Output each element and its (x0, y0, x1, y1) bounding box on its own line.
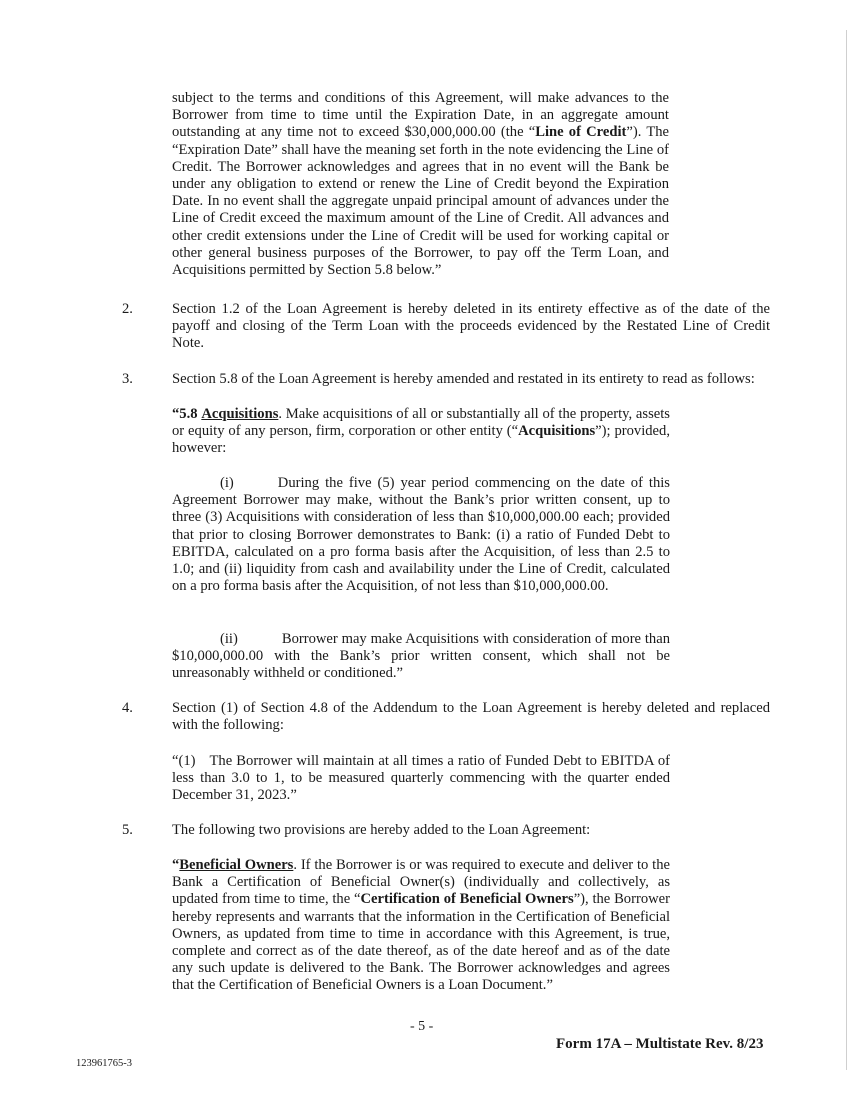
open-quote: “ (172, 857, 180, 873)
section-5-8-text-d: ”); provided, however: (172, 423, 670, 457)
certification-term: Certification of Beneficial Owners (360, 891, 574, 908)
item-4-text: Section (1) of Section 4.8 of the Addendum to the Loan Agreement is hereby deleted and replaced with the following: (172, 700, 770, 734)
intro-paragraph (172, 90, 669, 279)
page-number: - 5 - (410, 1019, 434, 1034)
beneficial-owners-text-f: ”), the Borrower hereby represents and warrants that the information in the Certification of Beneficial Owners, as updated from time to time in accordance with this Agreement, is true, complete and correct as of the date thereof, as of the date hereof and as of the date any such update is delivered to the Bank. The Borrower acknowledges and agrees that the Certification of Beneficial Owners is a Loan Document.” (172, 891, 671, 994)
sub-item-i (172, 475, 670, 595)
item-3-text: Section 5.8 of the Loan Agreement is hereby amended and restated in its entirety to read as follows: (172, 371, 755, 387)
document-id: 123961765-3 (76, 1058, 132, 1069)
page-edge-line (846, 30, 847, 1070)
item-2-number: 2. (122, 301, 133, 317)
item-5-text: The following two provisions are hereby added to the Loan Agreement: (172, 822, 591, 838)
sub-item-ii-text: Borrower may make Acquisitions with consideration of more than $10,000,000.00 with the Bank’s prior written consent, which shall not be unreasonably withheld or conditioned.” (172, 631, 670, 682)
sub-item-i-text: During the five (5) year period commencing on the date of this Agreement Borrower may make, without the Bank’s prior written consent, up to three (3) Acquisitions with consideration of less than $10,000,000.00 each; provided that prior to closing Borrower demonstrates to Bank: (i) a ratio of Funded Debt to EBITDA, calculated on a pro forma basis after the Acquisition, of less than 2.5 to 1.0; and (ii) liquidity from cash and availability under the Line of Credit, calculated on a pro forma basis after the Acquisition, of not less than $10,000,000.00. (172, 475, 670, 595)
item-5-number: 5. (122, 822, 133, 838)
covenant-label: “(1) (172, 753, 196, 769)
beneficial-owners-text-e: . If the Borrower is or was required to execute and deliver to the Bank a Certification of Beneficial Owner(s) (individually and collectively, as updated from time to time, the “ (172, 857, 670, 908)
intro-text-b: ”). The “Expiration Date” shall have the meaning set forth in the note evidencing the Line of Credit. The Borrower acknowledges and agrees that in no event will the Bank be under any obligation to extend or renew the Line of Credit beyond the Expiration Date. In no event shall the aggregate unpaid principal amount of advances under the Line of Credit exceed the maximum amount of the Line of Credit. All advances and other credit extensions under the Line of Credit will be used for working capital or other general business purposes of the Borrower, to pay off the Term Loan, and Acquisitions permitted by Section 5.8 below.” (172, 124, 670, 279)
sub-item-ii-label: (ii) (220, 631, 238, 647)
section-5-8-paragraph (172, 406, 670, 458)
section-5-8-text-c: . Make acquisitions of all or substantially all of the property, assets or equity of any person, firm, corporation or other entity (“ (172, 406, 670, 440)
line-of-credit-term: Line of Credit (535, 124, 627, 141)
sub-item-ii (172, 631, 670, 683)
covenant-text: The Borrower will maintain at all times a ratio of Funded Debt to EBITDA of less than 3.0 to 1, to be measured quarterly commencing with the quarter ended December 31, 2023.” (172, 753, 670, 804)
item-3-number: 3. (122, 371, 133, 387)
beneficial-owners-heading: Beneficial Owners (179, 857, 294, 873)
item-4-number: 4. (122, 700, 133, 716)
acquisitions-term: Acquisitions (518, 423, 596, 440)
section-5-8-number: “5.8 (172, 406, 198, 422)
form-label: Form 17A – Multistate Rev. 8/23 (556, 1036, 764, 1052)
sub-item-i-label: (i) (220, 475, 234, 491)
ebitda-covenant-quote (172, 753, 670, 805)
item-2-text: Section 1.2 of the Loan Agreement is hereby deleted in its entirety effective as of the date of the payoff and closing of the Term Loan with the proceeds evidenced by the Restated Line of Credit Note. (172, 301, 770, 352)
beneficial-owners-paragraph (172, 857, 670, 995)
intro-text-a: subject to the terms and conditions of this Agreement, will make advances to the Borrower from time to time until the Expiration Date, in an aggregate amount outstanding at any time not to exceed $30,000,000.00 (the “ (172, 90, 669, 141)
acquisitions-heading: Acquisitions (201, 406, 279, 422)
